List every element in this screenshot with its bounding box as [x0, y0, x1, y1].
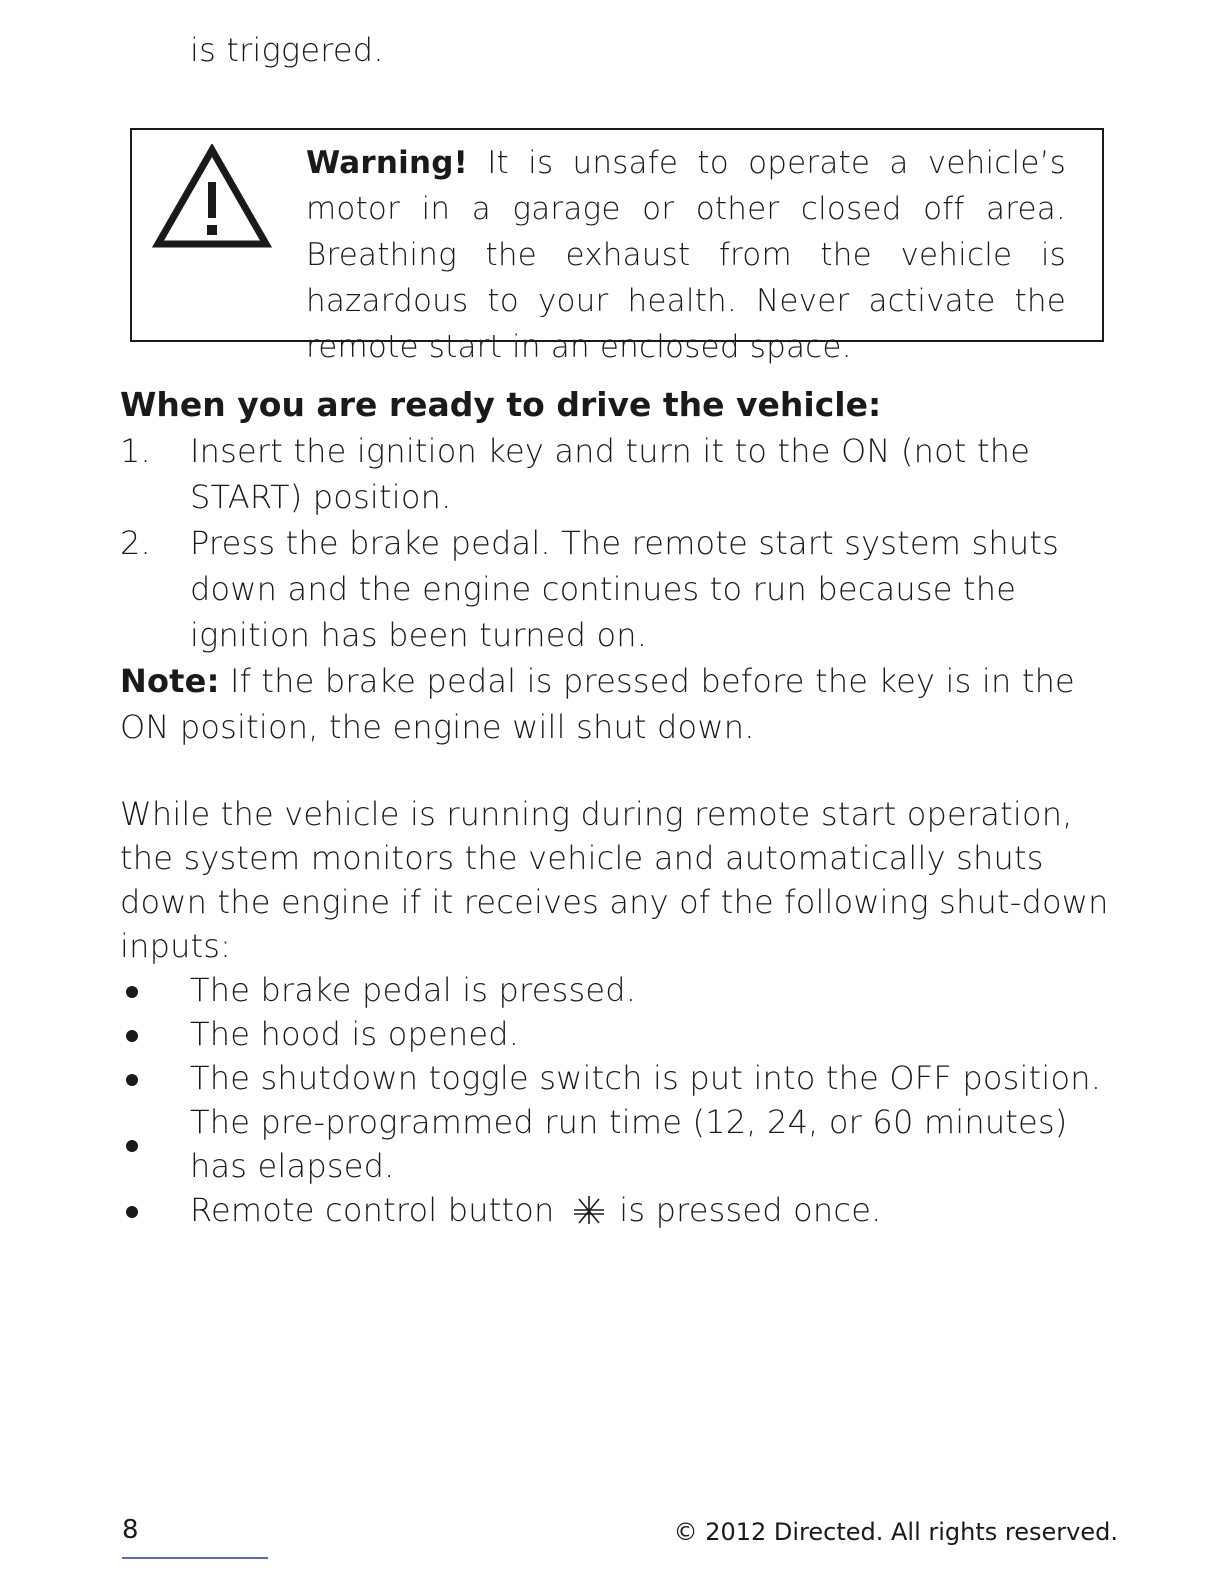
bullet-icon	[120, 1056, 190, 1100]
copyright-notice: © 2012 Directed. All rights reserved.	[673, 1518, 1118, 1546]
warning-text	[306, 140, 1066, 370]
list-item-text: The brake pedal is pressed.	[190, 971, 637, 1009]
list-item-text: The hood is opened.	[190, 1015, 520, 1053]
warning-triangle-icon	[152, 144, 272, 252]
drive-steps-list	[120, 428, 1120, 658]
remote-item-after: is pressed once.	[619, 1191, 882, 1229]
bullet-icon	[120, 968, 190, 1012]
bullet-icon	[120, 1188, 190, 1232]
intro-fragment: is triggered.	[190, 31, 384, 69]
remote-start-button-icon	[571, 1193, 607, 1227]
step-text: Press the brake pedal. The remote start system shuts down and the engine continues to run because the ignition has been turned on.	[190, 524, 1059, 654]
list-item-text	[190, 1188, 881, 1232]
list-item	[120, 968, 1120, 1012]
warning-label: Warning!	[306, 145, 468, 181]
shutdown-inputs-list	[120, 968, 1120, 1232]
step-item	[120, 520, 1120, 658]
step-text: Insert the ignition key and turn it to the ON (not the START) position.	[190, 432, 1031, 516]
note-label: Note:	[120, 662, 220, 700]
footer-divider	[122, 1557, 268, 1559]
note	[120, 658, 1120, 750]
monitor-paragraph: While the vehicle is running during remote start operation, the system monitors the vehicle and automatically shuts down the engine if it receives any of the following shut-down inputs:	[120, 795, 1109, 965]
step-number: 1.	[120, 432, 151, 470]
list-item	[120, 1056, 1120, 1100]
note-text: If the brake pedal is pressed before the key is in the ON position, the engine will shut down.	[120, 662, 1075, 746]
warning-body: It is unsafe to operate a vehicle’s motor in a garage or other closed off area. Breathing the exhaust from the vehicle is hazardous to your health. Never activate the remote start in an enclosed space.	[306, 145, 1066, 365]
step-number: 2.	[120, 524, 151, 562]
bullet-icon	[120, 1122, 190, 1166]
drive-section-heading: When you are ready to drive the vehicle:	[120, 385, 882, 424]
list-item	[120, 1188, 1120, 1232]
list-item-text: The pre-programmed run time (12, 24, or 60 minutes) has elapsed.	[190, 1103, 1068, 1185]
list-item-text: The shutdown toggle switch is put into the OFF position.	[190, 1059, 1102, 1097]
warning-box	[130, 128, 1104, 365]
remote-item-before: Remote control button	[190, 1191, 555, 1229]
list-item	[120, 1012, 1120, 1056]
page-number: 8	[122, 1515, 139, 1545]
list-item	[120, 1100, 1120, 1188]
step-item	[120, 428, 1120, 520]
bullet-icon	[120, 1012, 190, 1056]
